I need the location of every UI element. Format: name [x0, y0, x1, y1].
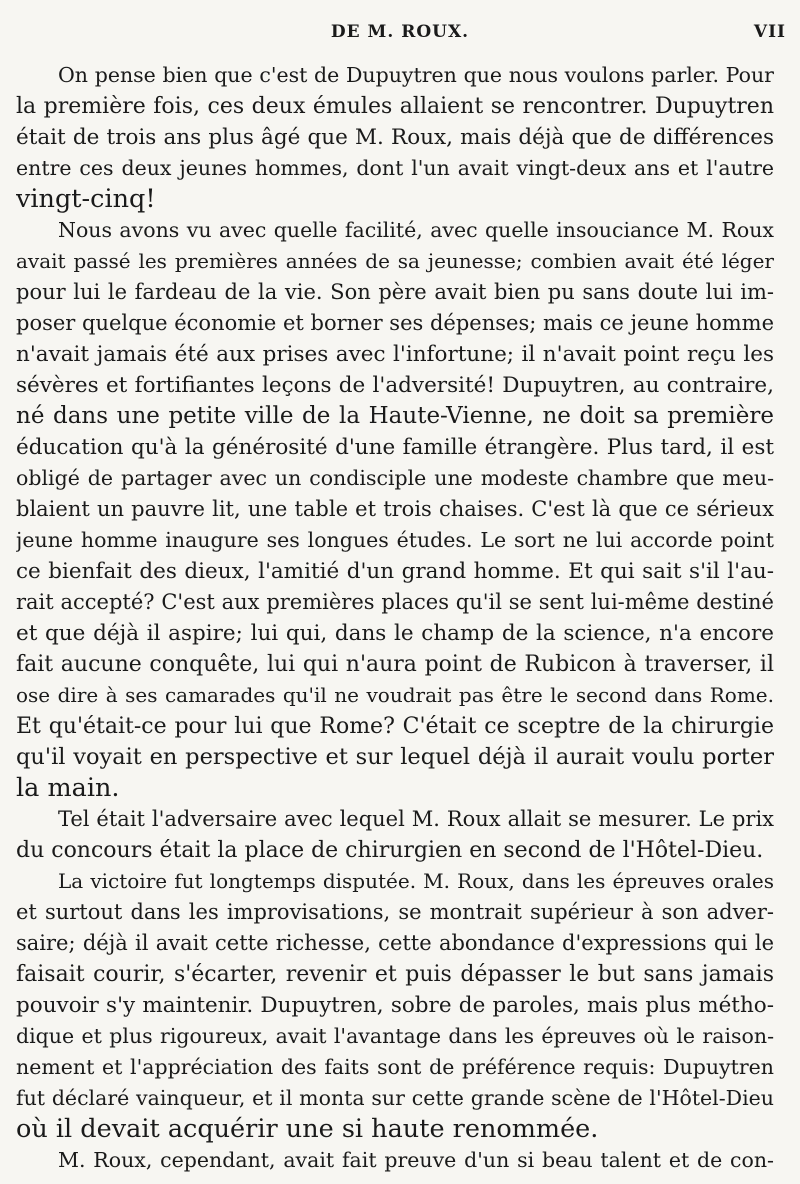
- text-line: où il devait acquérir une si haute renommée.: [16, 1114, 599, 1144]
- text-line: sévères et fortifiantes leçons de l'adversité! Dupuytren, au contraire,: [16, 373, 774, 398]
- page-number: VII: [753, 22, 786, 42]
- text-line: né dans une petite ville de la Haute-Vienne, ne doit sa première: [16, 403, 774, 429]
- text-line: La victoire fut longtemps disputée. M. Roux, dans les épreuves orales: [58, 869, 774, 893]
- text-line: la première fois, ces deux émules allaient se rencontrer. Dupuytren: [16, 94, 774, 119]
- text-line: entre ces deux jeunes hommes, dont l'un avait vingt-deux ans et l'autre: [16, 156, 774, 180]
- text-line: nement et l'appréciation des faits sont de préférence requis: Dupuytren: [16, 1055, 774, 1079]
- text-line: On pense bien que c'est de Dupuytren que nous voulons parler. Pour: [58, 63, 774, 87]
- text-line: jeune homme inaugure ses longues études. Le sort ne lui accorde point: [16, 528, 774, 552]
- text-line: pouvoir s'y maintenir. Dupuytren, sobre de paroles, mais plus métho-: [16, 993, 774, 1018]
- text-line: Nous avons vu avec quelle facilité, avec quelle insouciance M. Roux: [58, 218, 774, 242]
- text-line: n'avait jamais été aux prises avec l'infortune; il n'avait point reçu les: [16, 342, 774, 367]
- text-line: et que déjà il aspire; lui qui, dans le champ de la science, n'a encore: [16, 621, 774, 646]
- text-line: qu'il voyait en perspective et sur lequel déjà il aurait voulu porter: [16, 744, 774, 770]
- text-line: dique et plus rigoureux, avait l'avantage dans les épreuves où le raison-: [16, 1024, 774, 1048]
- text-line: M. Roux, cependant, avait fait preuve d'un si beau talent et de con-: [58, 1148, 774, 1172]
- text-line: ce bienfait des dieux, l'amitié d'un grand homme. Et qui sait s'il l'au-: [16, 559, 774, 584]
- text-line: fut déclaré vainqueur, et il monta sur cette grande scène de l'Hôtel-Dieu: [16, 1086, 774, 1110]
- text-line: était de trois ans plus âgé que M. Roux, mais déjà que de différences: [16, 125, 774, 150]
- text-line: obligé de partager avec un condisciple une modeste chambre que meu-: [16, 466, 774, 490]
- text-line: ose dire à ses camarades qu'il ne voudrait pas être le second dans Rome.: [16, 683, 774, 707]
- text-line: vingt-cinq!: [16, 184, 156, 214]
- text-line: faisait courir, s'écarter, revenir et puis dépasser le but sans jamais: [16, 962, 774, 987]
- running-head: [0, 22, 800, 50]
- text-line: pour lui le fardeau de la vie. Son père avait bien pu sans doute lui im-: [16, 280, 774, 304]
- text-line: fait aucune conquête, lui qui n'aura point de Rubicon à traverser, il: [16, 652, 774, 677]
- body-text: [16, 60, 774, 1176]
- text-line: poser quelque économie et borner ses dépenses; mais ce jeune homme: [16, 311, 774, 335]
- text-line: blaient un pauvre lit, une table et trois chaises. C'est là que ce sérieux: [16, 497, 774, 521]
- text-line: avait passé les premières années de sa jeunesse; combien avait été léger: [16, 249, 774, 273]
- text-line: Tel était l'adversaire avec lequel M. Roux allait se mesurer. Le prix: [58, 807, 774, 831]
- text-line: la main.: [16, 773, 120, 803]
- text-line: saire; déjà il avait cette richesse, cette abondance d'expressions qui le: [16, 931, 774, 955]
- running-title: DE M. ROUX.: [330, 22, 470, 42]
- text-line: éducation qu'à la générosité d'une famille étrangère. Plus tard, il est: [16, 435, 774, 460]
- text-line: du concours était la place de chirurgien en second de l'Hôtel-Dieu.: [16, 838, 764, 863]
- text-line: Et qu'était-ce pour lui que Rome? C'était ce sceptre de la chirurgie: [16, 714, 774, 739]
- text-line: et surtout dans les improvisations, se montrait supérieur à son adver-: [16, 900, 774, 924]
- text-line: rait accepté? C'est aux premières places qu'il se sent lui-même destiné: [16, 590, 774, 614]
